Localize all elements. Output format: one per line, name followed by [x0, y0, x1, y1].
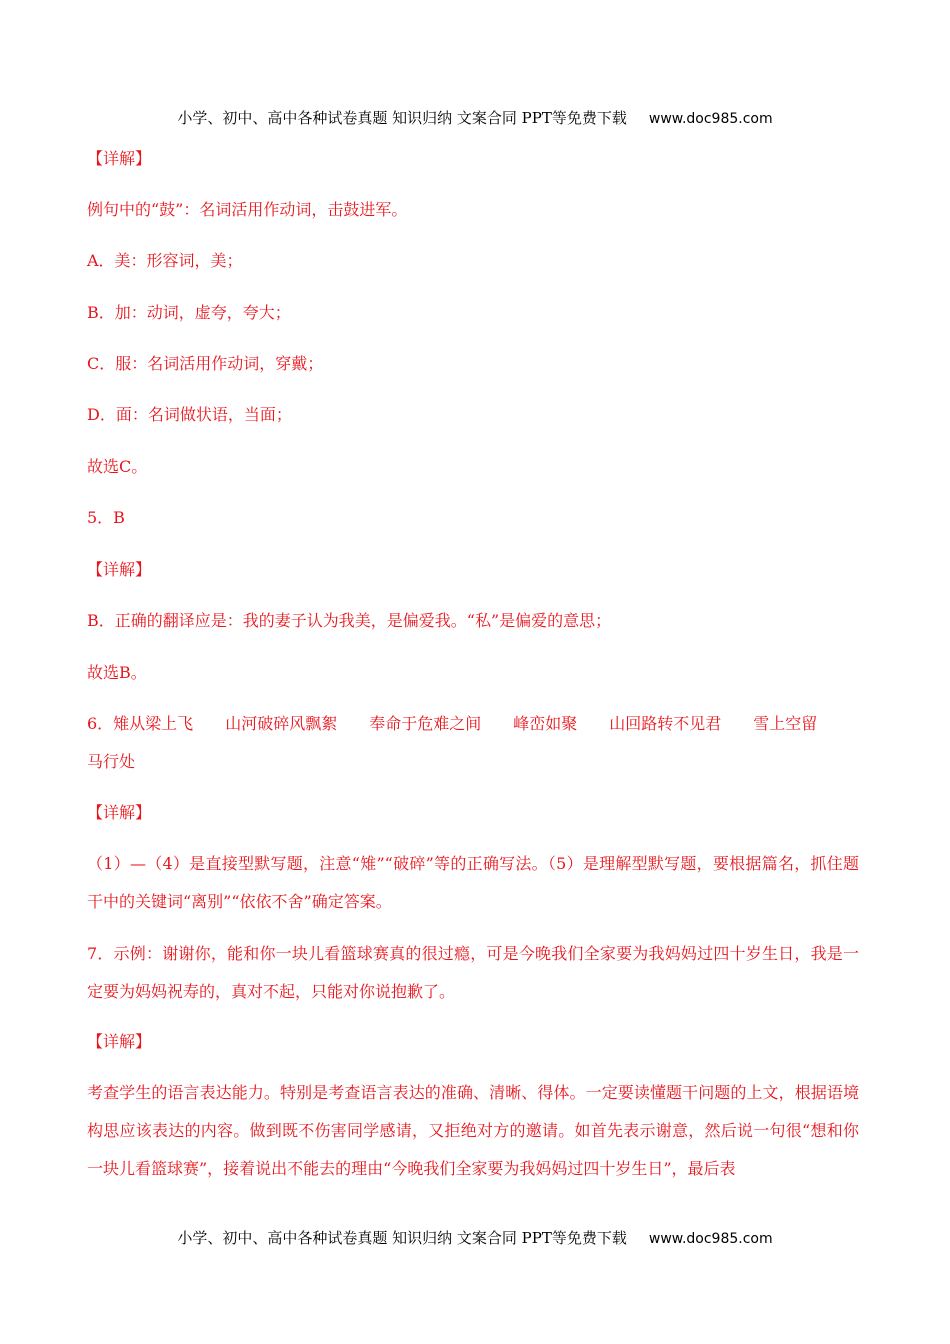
option-d: D．面：名词做状语，当面；: [87, 405, 292, 424]
header-banner: [0, 107, 950, 128]
header-banner-url[interactable]: www.doc985.com: [648, 111, 773, 127]
detail-heading: 【详解】: [87, 149, 152, 168]
footer-banner: [0, 1227, 950, 1248]
header-banner-text: 小学、初中、高中各种试卷真题 知识归纳 文案合同 PPT等免费下载: [177, 109, 627, 127]
choice-answer-5: 故选B。: [87, 663, 147, 682]
answer-6-item: 峰峦如聚: [513, 714, 578, 733]
answer-6: [87, 705, 859, 743]
answer-6-continued: 马行处: [87, 752, 136, 771]
option-a: A．美：形容词，美；: [87, 251, 243, 270]
footer-banner-text: 小学、初中、高中各种试卷真题 知识归纳 文案合同 PPT等免费下载: [177, 1229, 627, 1247]
explain-6: （1）—（4）是直接型默写题，注意“雉”“破碎”等的正确写法。（5）是理解型默写题，要根据篇名，抓住题干中的关键词“离别”“依依不舍”确定答案。: [87, 854, 859, 911]
answer-6-item: 雪上空留: [753, 714, 818, 733]
answer-6-item: 山回路转不见君: [609, 714, 722, 733]
detail-heading: 【详解】: [87, 803, 152, 822]
answer-6-item: 6．雉从梁上飞: [87, 714, 194, 733]
option-c: C．服：名词活用作动词，穿戴；: [87, 354, 324, 373]
explain-7: 考查学生的语言表达能力。特别是考查语言表达的准确、清晰、得体。一定要读懂题干问题的上文，根据语境构思应该表达的内容。做到既不伤害同学感请，又拒绝对方的邀请。如首先表示谢意，然后说一句很“想和你一块儿看篮球赛”，接着说出不能去的理由“今晚我们全家要为我妈妈过四十岁生日”，最后表: [87, 1083, 859, 1178]
detail-heading: 【详解】: [87, 1032, 152, 1051]
answer-6-item: 奉命于危难之间: [369, 714, 482, 733]
footer-banner-url[interactable]: www.doc985.com: [648, 1231, 773, 1247]
choice-answer-4: 故选C。: [87, 457, 148, 476]
answer-6-item: 山河破碎风飘絮: [225, 714, 338, 733]
detail-heading: 【详解】: [87, 560, 152, 579]
answer-7: 7．示例：谢谢你，能和你一块儿看篮球赛真的很过瘾，可是今晚我们全家要为我妈妈过四十岁生日，我是一定要为妈妈祝寿的，真对不起，只能对你说抱歉了。: [87, 944, 859, 1001]
answer-5: 5．B: [87, 508, 125, 527]
option-b: B．加：动词，虚夸，夸大；: [87, 303, 291, 322]
example-sentence: 例句中的“鼓”：名词活用作动词，击鼓进军。: [87, 200, 408, 219]
explain-5: B．正确的翻译应是：我的妻子认为我美，是偏爱我。“私”是偏爱的意思；: [87, 611, 612, 630]
